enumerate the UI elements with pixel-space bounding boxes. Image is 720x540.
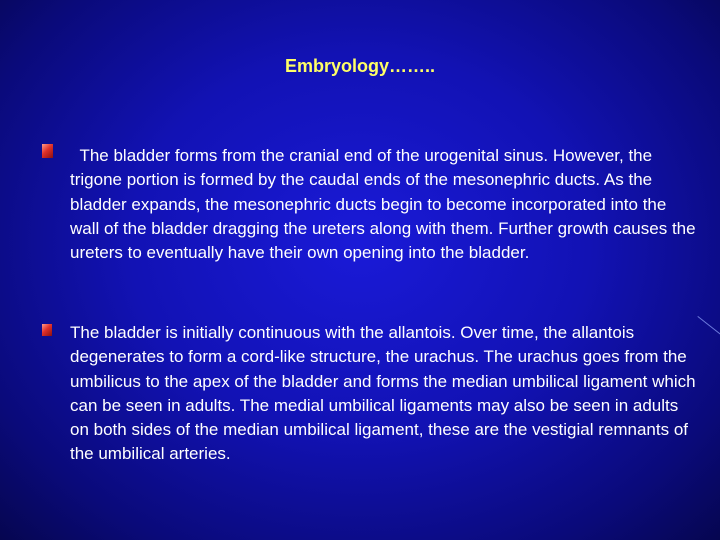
paragraph-bladder-formation: The bladder forms from the cranial end of the urogenital sinus. However, the trigone portion is formed by the caudal ends of the mesonephric ducts. As the bladder expands, the mesonephric ducts begin to become incorporated into the wall of the bladder dragging the ureters along with them. Further growth causes the ureters to eventually have their own opening into the bladder. (70, 146, 701, 263)
bullet-square-icon (42, 324, 52, 336)
slide-title: Embryology…….. (284, 56, 436, 76)
decorative-line (697, 316, 720, 336)
paragraph-allantois-urachus: The bladder is initially continuous with the allantois. Over time, the allantois degenerates to form a cord-like structure, the urachus. The urachus goes from the umbilicus to the apex of the bladder and forms the median umbilical ligament which can be seen in adults. The medial umbilical ligaments may also be seen in adults on both sides of the median umbilical ligament, these are the vestigial remnants of the umbilical arteries. (70, 323, 696, 464)
bullet-square-icon (42, 144, 53, 158)
